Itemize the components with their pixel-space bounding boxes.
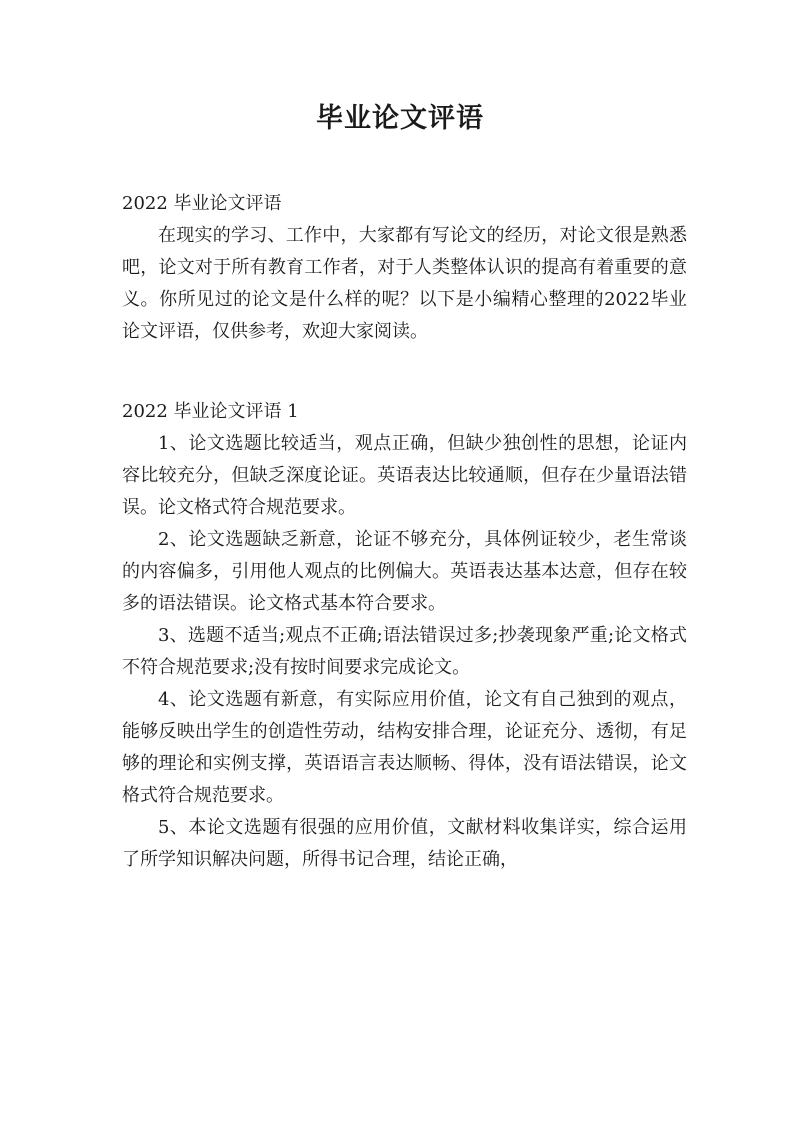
- intro-paragraph: 在现实的学习、工作中，大家都有写论文的经历，对论文很是熟悉吧，论文对于所有教育工作者，对于人类整体认识的提高有着重要的意义。你所见过的论文是什么样的呢？以下是小编精心整理的2022毕业论文评语，仅供参考，欢迎大家阅读。: [122, 225, 687, 342]
- document-body: [122, 188, 687, 876]
- comment-item-5: 5、本论文选题有很强的应用价值，文献材料收集详实，综合运用了所学知识解决问题，所得书记合理，结论正确，: [122, 817, 687, 870]
- intro-heading: 2022 毕业论文评语: [122, 193, 282, 214]
- comment-item-1: 1、论文选题比较适当，观点正确，但缺少独创性的思想，论证内容比较充分，但缺乏深度论证。英语表达比较通顺，但存在少量语法错误。论文格式符合规范要求。: [122, 433, 687, 518]
- comment-item-2: 2、论文选题缺乏新意，论证不够充分，具体例证较少，老生常谈的内容偏多，引用他人观点的比例偏大。英语表达基本达意，但存在较多的语法错误。论文格式基本符合要求。: [122, 529, 687, 614]
- comment-item-3: 3、选题不适当;观点不正确;语法错误过多;抄袭现象严重;论文格式不符合规范要求;没有按时间要求完成论文。: [122, 625, 687, 678]
- section-heading: 2022 毕业论文评语 1: [122, 401, 299, 422]
- document-title: 毕业论文评语: [316, 103, 484, 134]
- comment-item-4: 4、论文选题有新意，有实际应用价值，论文有自己独到的观点，能够反映出学生的创造性劳动，结构安排合理，论证充分、透彻，有足够的理论和实例支撑，英语语言表达顺畅、得体，没有语法错误，论文格式符合规范要求。: [122, 689, 687, 806]
- section-spacer: [122, 348, 687, 396]
